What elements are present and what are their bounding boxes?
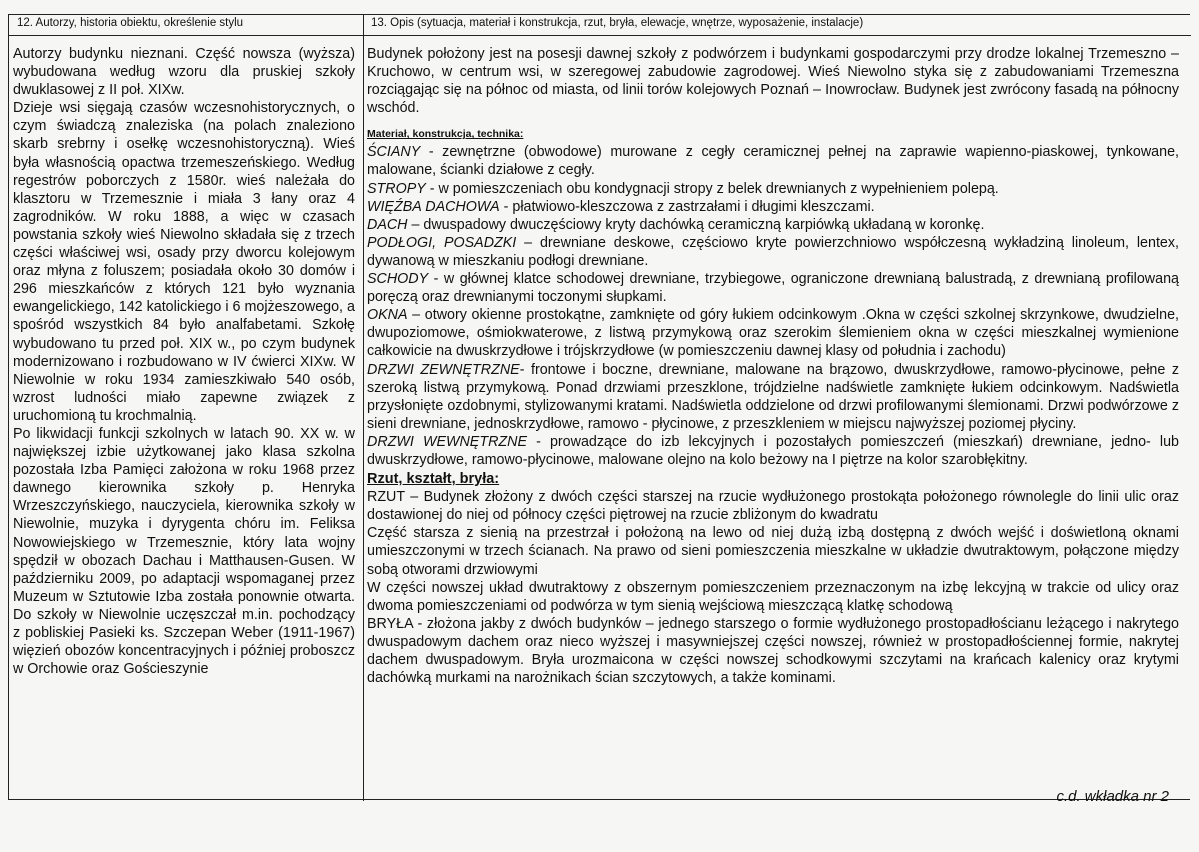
header-authors-history: 12. Autorzy, historia obiektu, określenie stylu — [17, 17, 244, 29]
left-paragraph: Po likwidacji funkcji szkolnych w latach 90. XX w. w największej izbie użytkowanej jako klasa szkolna pozostała Izba Pamięci założona w roku 1968 przez dawnego kierownika szkoły p. Henryka Wrzeszczyńskiego, nauczyciela, kierownika szkoły w Niewolnie, muzyka i dyrygenta chóru im. Feliksa Nowowiejskiego w Trzemesznie, który lata wojny spędził w obozach Dachau i Matthausen-Gusen. W październiku 2009, po adaptacji wspomaganej przez Muzeum w Sztutowie Izba została ponownie otwarta. Do szkoły w Niewolnie uczęszczał m.in. pochodzący z pobliskiej Pasieki ks. Szczepan Weber (1911-1967) więzień obozów koncentracyjnych i później proboszcz w Orchowie oraz Gościeszynie — [13, 425, 355, 678]
item-text: - zewnętrzne (obwodowe) murowane z cegły ceramicznej pełnej na zaprawie wapienno-piaskowej, tynkowane, malowane, ścianki działowe z cegły. — [367, 144, 1179, 179]
left-paragraph: Autorzy budynku nieznani. Część nowsza (wyższa) wybudowana według wzoru dla pruskiej szkoły dwuklasowej z II poł. XIXw. — [13, 46, 355, 99]
item-text: - w pomieszczeniach obu kondygnacji stropy z belek drewnianych z wypełnieniem polepą. — [425, 180, 999, 197]
item-term: STROPY — [367, 180, 426, 197]
item-text: – otwory okienne prostokątne, zamknięte od góry łukiem odcinkowym .Okna w części szkolnej skrzynkowe, dwudzielne, dwupoziomowe, ośmiokwaterowe, z listwą przymykową oraz szerokim ślemieniem okna w części mieszkalnej wymienione całkowicie na dwuskrzydłowe i trójskrzydłowe (w pomieszczeniu dawnej klasy od południa i zachodu) — [367, 307, 1179, 360]
material-heading: Materiał, konstrukcja, technika: — [367, 128, 524, 141]
item-term: SCHODY — [367, 271, 429, 288]
column-divider — [363, 15, 364, 801]
item-text: – dwuspadowy dwuczęściowy kryty dachówką ceramiczną karpiówką układaną w koronkę. — [407, 216, 985, 233]
form-frame — [8, 14, 1190, 800]
item-term: DRZWI WEWNĘTRZNE — [367, 433, 527, 450]
material-item — [367, 361, 1179, 433]
item-term: PODŁOGI, POSADZKI — [367, 234, 517, 251]
item-term: DACH — [367, 216, 408, 233]
continuation-note: c.d. wkładka nr 2 — [1056, 788, 1169, 805]
item-text: - frontowe i boczne, drewniane, malowane na brązowo, dwuskrzydłowe, ramowo-płycinowe, pełne z szeroką listwą przymykową. Ponad drzwiami przeszklone, trójdzielne nadświetle zamknięte łukiem odcinkowym. Nadświetla przysłonięte ozdobnymi, stylizowanymi kratami. Nadświetla oddzielone od drzwi profilowanymi ślemionami. Drzwi podwórzowe z sieni drewniane, jednoskrzydłowe, ramowo - płycinowe, z przeszkleniem w miejscu najwyższej poziomej płyciny. — [367, 361, 1179, 432]
item-term: DRZWI ZEWNĘTRZNE — [367, 361, 520, 378]
material-item — [367, 143, 1179, 179]
item-term: ŚCIANY — [367, 144, 421, 161]
item-term: WIĘŹBA DACHOWA — [367, 198, 500, 215]
item-text: - w głównej klatce schodowej drewniane, trzybiegowe, ograniczone drewnianą balustradą, z drewnianą profilowaną poręczą oraz drewnianymi toczonymi słupkami. — [367, 271, 1179, 306]
right-column — [367, 45, 1179, 687]
item-term: OKNA — [367, 307, 408, 324]
item-text: - prowadzące do izb lekcyjnych i pozostałych pomieszczeń (mieszkań) drewniane, jedno- lub dwuskrzydłowe, ramowo-płycinowe, malowane olejno na kolo beżowy na I piętrze na kolor szarobłękitny. — [367, 433, 1179, 468]
header-row — [9, 15, 1191, 36]
plan-heading: Rzut, kształt, bryła: — [367, 471, 500, 488]
intro-paragraph: Budynek położony jest na posesji dawnej szkoły z podwórzem i budynkami gospodarczymi przy drodze lokalnej Trzemeszno – Kruchowo, w centrum wsi, w szeregowej zabudowie zagrodowej. Wieś Niewolno styka się z zabudowaniami Trzemeszna rozciągając się na północ od miasta, od linii torów kolejowych Poznań – Inowrocław. Budynek jest zwrócony fasadą na północny wschód. — [367, 46, 1179, 117]
left-column — [13, 45, 355, 678]
material-item — [367, 234, 1179, 270]
plan-paragraph: Część starsza z sienią na przestrzał i położoną na lewo od niej dużą izbą dostępną z dwóch wejść i doświetloną oknami umieszczonymi w trzech ścianach. Na prawo od sieni pomieszczenia mieszkalne w układzie dwutraktowym, połączone między sobą otworami drzwiowymi — [367, 525, 1179, 578]
material-item — [367, 270, 1179, 306]
header-description: 13. Opis (sytuacja, materiał i konstrukcja, rzut, bryła, elewacje, wnętrze, wyposażenie, instalacje) — [371, 17, 864, 29]
material-item — [367, 198, 1179, 216]
material-item — [367, 306, 1179, 360]
item-text: - płatwiowo-kleszczowa z zastrzałami i długimi kleszczami. — [499, 198, 875, 215]
plan-paragraph: RZUT – Budynek złożony z dwóch części starszej na rzucie wydłużonego prostokąta położonego równolegle do linii ulic oraz dostawionej do niej od północy części piętrowej na rzucie zbliżonym do kwadratu — [367, 489, 1179, 524]
left-paragraph: Dzieje wsi sięgają czasów wczesnohistorycznych, o czym świadczą znaleziska (na polach znaleziono skarb srebrny i osełkę wczesnohistoryczną). Wieś była własnością opactwa trzemeszeńskiego. Według regestrów poborczych z 1580r. wieś należała do klasztoru w Trzemesznie i miała 3 łany oraz 4 zagrodników. W roku 1888, a więc w czasach powstania szkoły wieś Niewolno składała się z trzech części właściwej wsi, osady przy dworcu kolejowym oraz młyna z foluszem; posiadała około 30 domów i 296 mieszkańców z których 121 było wyznania ewangelickiego, 142 katolickiego i 6 mojżeszowego, a spośród wszystkich 84 było analfabetami. Szkołę wybudowano tu przed poł. XIX w., po czym budynek modernizowano i rozbudowano w IV ćwierci XIXw. W Niewolnie w roku 1934 zamieszkiwało 540 osób, wzrost ludności miało zapewne związek z uruchomioną tu krochmalnią. — [13, 100, 355, 424]
material-item — [367, 433, 1179, 469]
item-text: – drewniane deskowe, częściowo kryte powierzchniowo współczesną wykładziną linoleum, lentex, dywanową w mieszkaniu podłogi drewniane. — [367, 234, 1179, 269]
plan-paragraph: W części nowszej układ dwutraktowy z obszernym pomieszczeniem przeznaczonym na izbę lekcyjną w trakcie od ulicy oraz dwoma pomieszczeniami od podwórza w tym sienią wejściową mieszczącą klatkę schodową — [367, 579, 1179, 614]
material-item — [367, 216, 1179, 234]
material-item — [367, 180, 1179, 198]
plan-paragraph: BRYŁA - złożona jakby z dwóch budynków – jednego starszego o formie wydłużonego prostopadłościanu leżącego i nakrytego dwuspadowym dachem oraz nieco wyższej i masywniejszej części nowszej, również w prostopadłościennej formie, nakrytej dachem dwuspadowym. Bryła urozmaicona w części nowszej schodkowymi szczytami na krańcach kalenicy oraz krytymi dachówką murkami na narożnikach ścian szczytowych, a także kominami. — [367, 615, 1179, 687]
